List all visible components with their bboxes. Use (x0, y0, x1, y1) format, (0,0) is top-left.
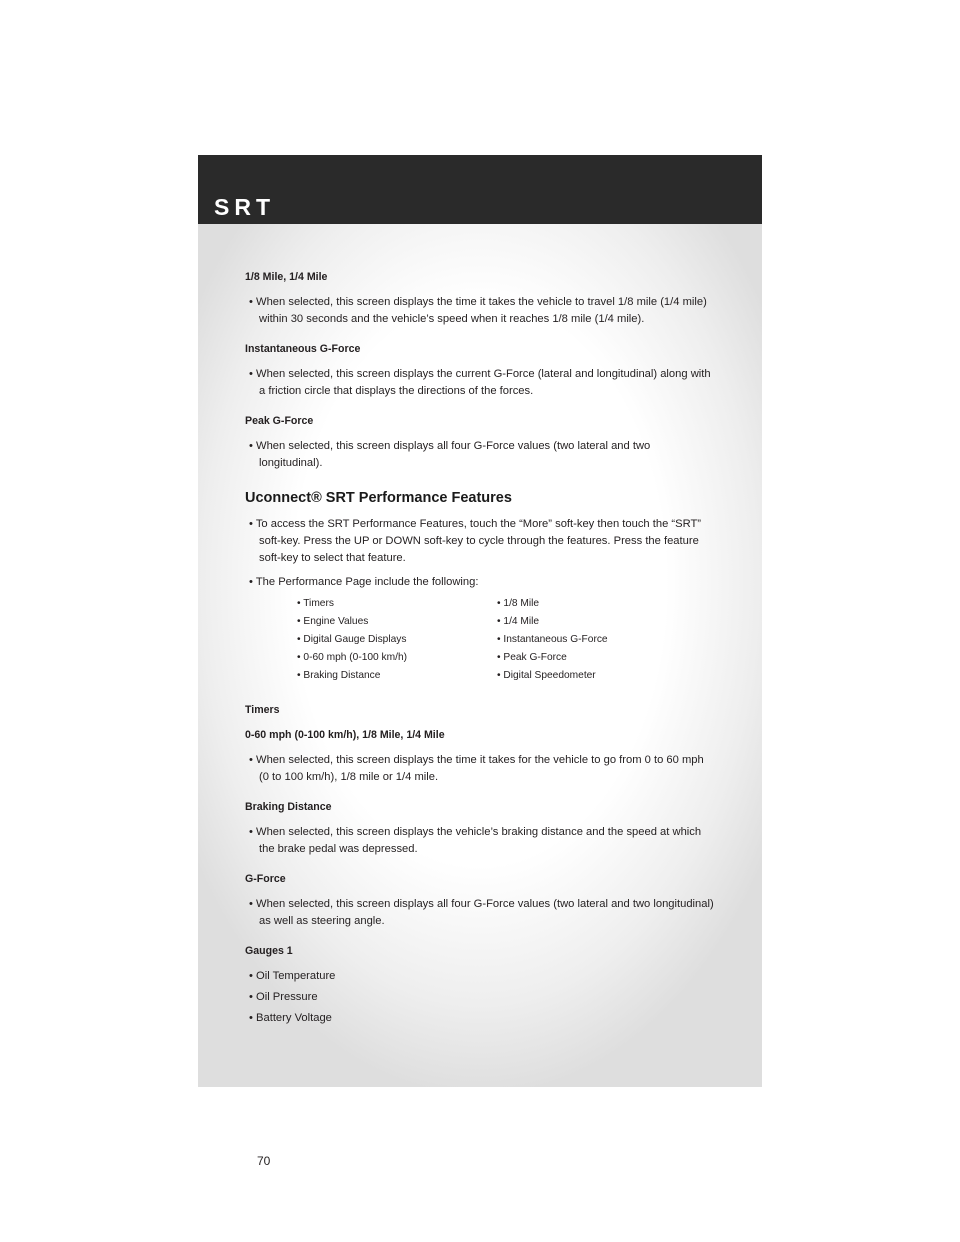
list-item: • Digital Speedometer (497, 670, 596, 681)
feature-list (297, 595, 715, 685)
page-number: 70 (257, 1154, 271, 1168)
subheading: Gauges 1 (245, 945, 293, 957)
list-item: • 1/8 Mile (497, 598, 540, 609)
bullet-paragraph: • When selected, this screen displays all four G-Force values (two lateral and two longitudinal) as well as steering angle. (249, 898, 714, 927)
subheading: 0-60 mph (0-100 km/h), 1/8 Mile, 1/4 Mile (245, 729, 445, 741)
list-item: • Oil Temperature (249, 970, 336, 982)
subheading: Instantaneous G-Force (245, 343, 361, 355)
bullet-paragraph: • To access the SRT Performance Features, touch the “More” soft-key then touch the “SRT” soft-key. Press the UP or DOWN soft-key to cycle through the features. Press the feature soft-key to select that feature. (249, 518, 702, 564)
subheading: Timers (245, 704, 280, 716)
bullet-paragraph: • When selected, this screen displays the time it takes for the vehicle to go from 0 to 60 mph (0 to 100 km/h), 1/8 mile or 1/4 mile. (249, 754, 704, 783)
manual-page (198, 155, 762, 1168)
list-item: • Battery Voltage (249, 1012, 332, 1024)
subheading: 1/8 Mile, 1/4 Mile (245, 271, 328, 283)
subheading: Braking Distance (245, 801, 332, 813)
feature-column-right (497, 595, 697, 685)
section-header-bar (198, 155, 762, 224)
page-content (245, 269, 715, 1027)
list-item: • Instantaneous G-Force (497, 634, 608, 645)
bullet-paragraph: • When selected, this screen displays the current G-Force (lateral and longitudinal) along with a friction circle that displays the directions of the forces. (249, 368, 711, 397)
bullet-paragraph: • The Performance Page include the following: (249, 576, 479, 588)
list-item: • Digital Gauge Displays (297, 634, 407, 645)
list-item: • Braking Distance (297, 670, 381, 681)
list-item: • Engine Values (297, 616, 369, 627)
bullet-paragraph: • When selected, this screen displays the vehicle’s braking distance and the speed at which the brake pedal was depressed. (249, 826, 702, 855)
bullet-paragraph: • When selected, this screen displays the time it takes the vehicle to travel 1/8 mile (1/4 mile) within 30 seconds and the vehicle’s speed when it reaches 1/8 mile (1/4 mile). (249, 296, 707, 325)
section-title: SRT (214, 194, 275, 220)
list-item: • Oil Pressure (249, 991, 318, 1003)
subheading: Peak G-Force (245, 415, 314, 427)
list-item: • 1/4 Mile (497, 616, 540, 627)
bullet-paragraph: • When selected, this screen displays all four G-Force values (two lateral and two longitudinal). (249, 440, 651, 469)
subheading: G-Force (245, 873, 286, 885)
list-item: • Peak G-Force (497, 652, 567, 663)
section-heading: Uconnect® SRT Performance Features (245, 490, 512, 506)
list-item: • 0-60 mph (0-100 km/h) (297, 652, 408, 663)
list-item: • Timers (297, 598, 334, 609)
feature-column-left (297, 595, 497, 685)
